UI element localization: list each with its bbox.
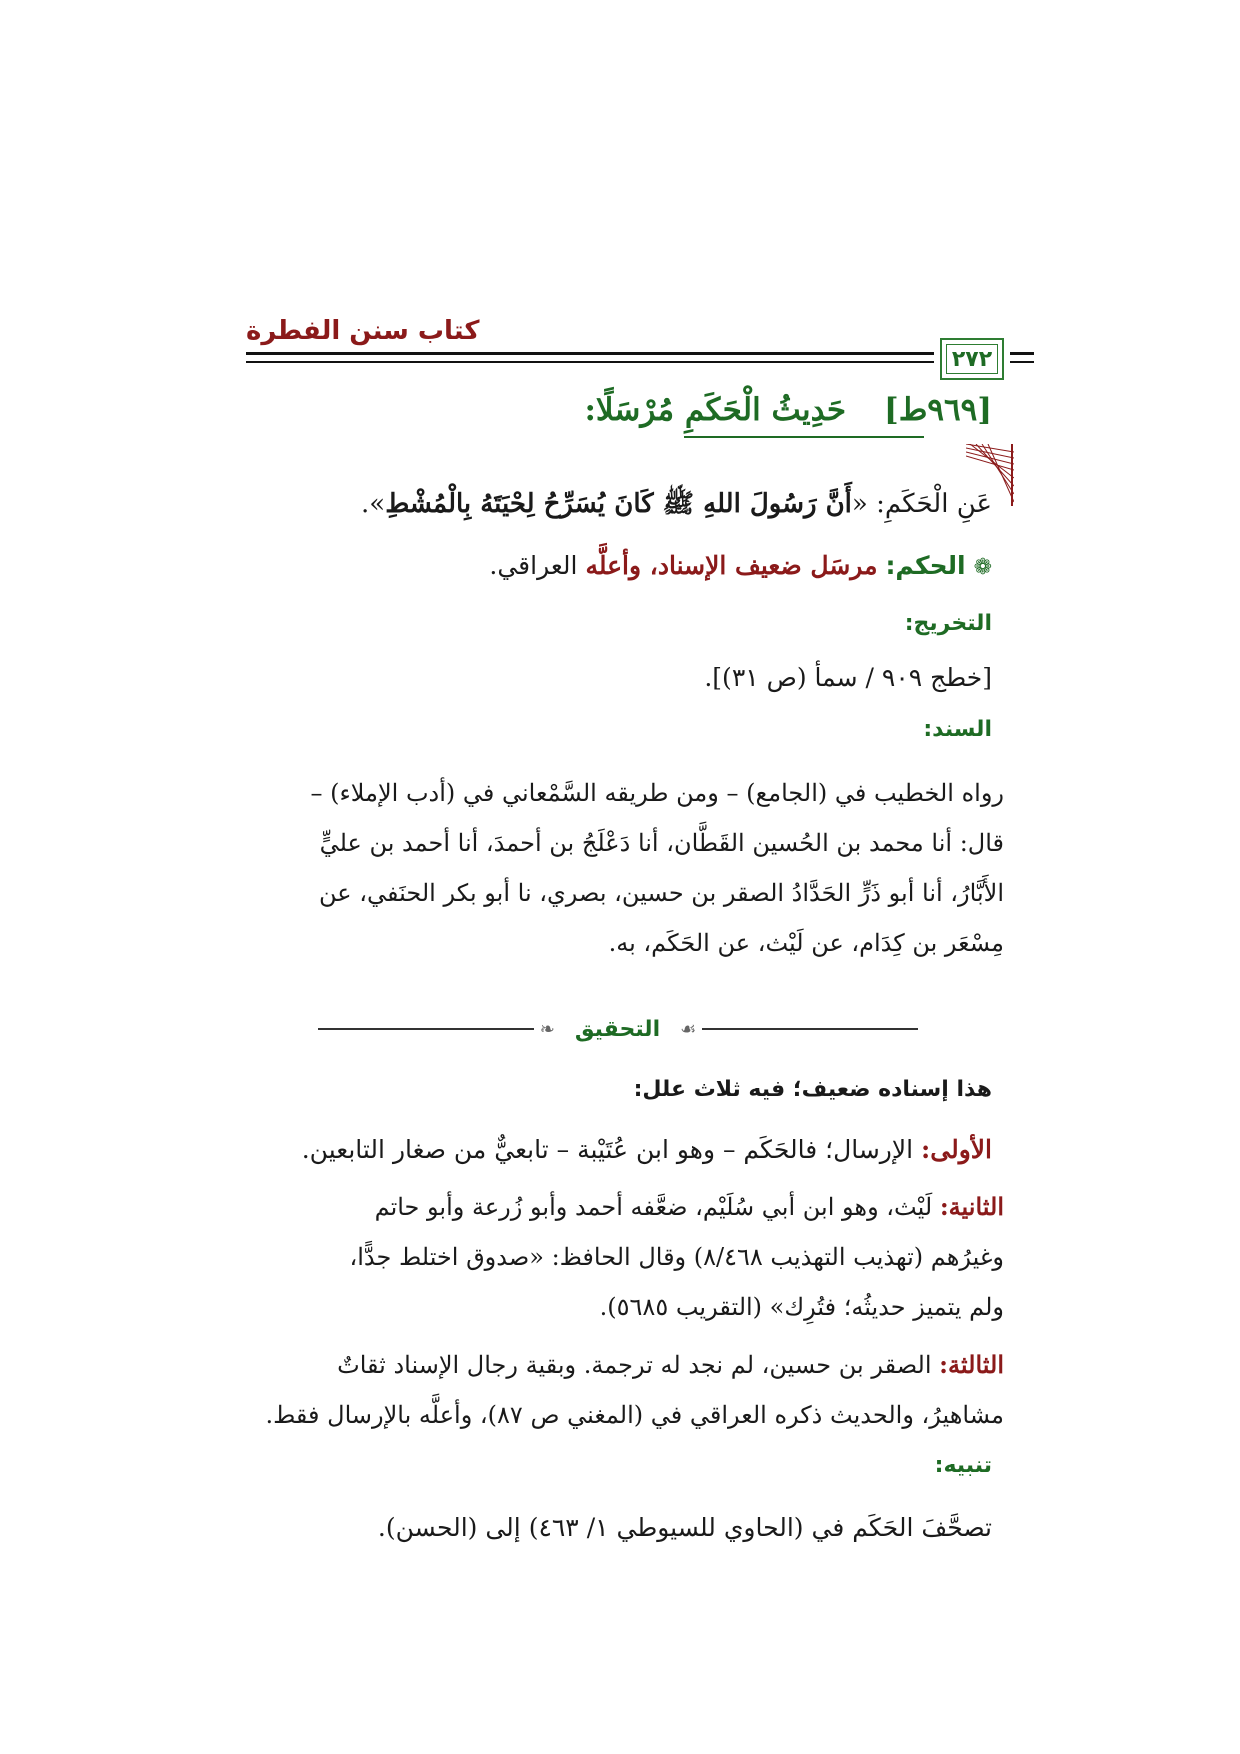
hadith-title: حَدِيثُ الْحَكَمِ مُرْسَلًا:: [584, 392, 847, 428]
ruling-value: مرسَل ضعيف الإسناد، وأعلَّه: [585, 551, 878, 580]
hadith-matn: أَنَّ رَسُولَ اللهِ ﷺ كَانَ يُسَرِّحُ لِحْيَتَهُ بِالْمُشْطِ: [385, 489, 852, 519]
hadith-heading: [584, 392, 992, 428]
first-label: الأولى:: [921, 1135, 992, 1164]
hadith-text: عَنِ الْحَكَمِ: «أَنَّ رَسُولَ اللهِ ﷺ كَانَ يُسَرِّحُ لِحْيَتَهُ بِالْمُشْطِ».: [361, 489, 992, 519]
hadith-number: [٩٦٩ط]: [884, 392, 992, 428]
first-defect: [236, 1124, 992, 1176]
tahqiq-intro: هذا إسناده ضعيف؛ فيه ثلاث علل:: [633, 1077, 992, 1102]
second-label: الثانية:: [939, 1192, 1004, 1221]
third-defect: الثالثة: الصقر بن حسين، لم نجد له ترجمة. وبقية رجال الإسناد ثقاتٌ مشاهيرُ، والحديث ذكره العراقي في (المغني ص ٨٧)، وأعلَّه بالإرسال فقط.: [265, 1350, 1004, 1429]
header-rule-top: [246, 352, 934, 355]
title-underline: [684, 436, 924, 438]
page-number-frame: [940, 338, 1004, 380]
first-text: الإرسال؛ فالحَكَم – وهو ابن عُتَيْبة – تابعيٌّ من صغار التابعين.: [301, 1135, 914, 1164]
third-label: الثالثة:: [939, 1350, 1004, 1379]
page-number: ٢٧٢: [951, 346, 993, 372]
tahqiq-heading: التحقيق: [574, 1016, 661, 1042]
note-heading: تنبيه:: [934, 1453, 992, 1478]
flower-ornament-icon: ❁: [973, 555, 992, 580]
header-rule-right-top: [1010, 352, 1034, 355]
divider-ornament-icon: ☙: [680, 1018, 697, 1040]
takhrij-text: [خطج ٩٠٩ / سمأ (ص ٣١)].: [704, 663, 992, 692]
divider-ornament-icon: ❧: [539, 1018, 555, 1040]
ruling-tail: العراقي.: [489, 551, 578, 580]
header-rule-bottom: [246, 361, 934, 363]
sanad-heading: السند:: [923, 717, 992, 742]
sanad-text: رواه الخطيب في (الجامع) – ومن طريقه السَّمْعاني في (أدب الإملاء) – قال: أنا محمد بن الحُسين القَطَّان، أنا دَعْلَجُ بن أحمدَ، أنا أحمد بن عليٍّ الأَبَّارُ، أنا أبو ذَرٍّ الحَدَّادُ الصقر بن حسين، بصري، نا أبو بكر الحنَفي، عن مِسْعَر بن كِدَام، عن لَيْث، عن الحَكَم، به.: [310, 779, 1004, 957]
takhrij-heading: التخريج:: [904, 611, 992, 636]
ruling-label: الحكم:: [885, 551, 966, 580]
second-defect: الثانية: لَيْث، وهو ابن أبي سُلَيْم، ضعَّفه أحمد وأبو زُرعة وأبو حاتم وغيرُهم (تهذيب التهذيب ٨/٤٦٨) وقال الحافظ: «صدوق اختلط جدًّا، ولم يتميز حديثُه؛ فتُرِك» (التقريب ٥٦٨٥).: [349, 1192, 1004, 1321]
header-rule-right-bottom: [1010, 361, 1034, 363]
note-text: تصحَّفَ الحَكَم في (الحاوي للسيوطي ١/ ٤٦٣) إلى (الحسن).: [377, 1513, 992, 1542]
book-title: كتاب سنن الفطرة: [246, 316, 480, 346]
ruling-line: [236, 540, 992, 594]
tahqiq-divider: [318, 1012, 918, 1046]
